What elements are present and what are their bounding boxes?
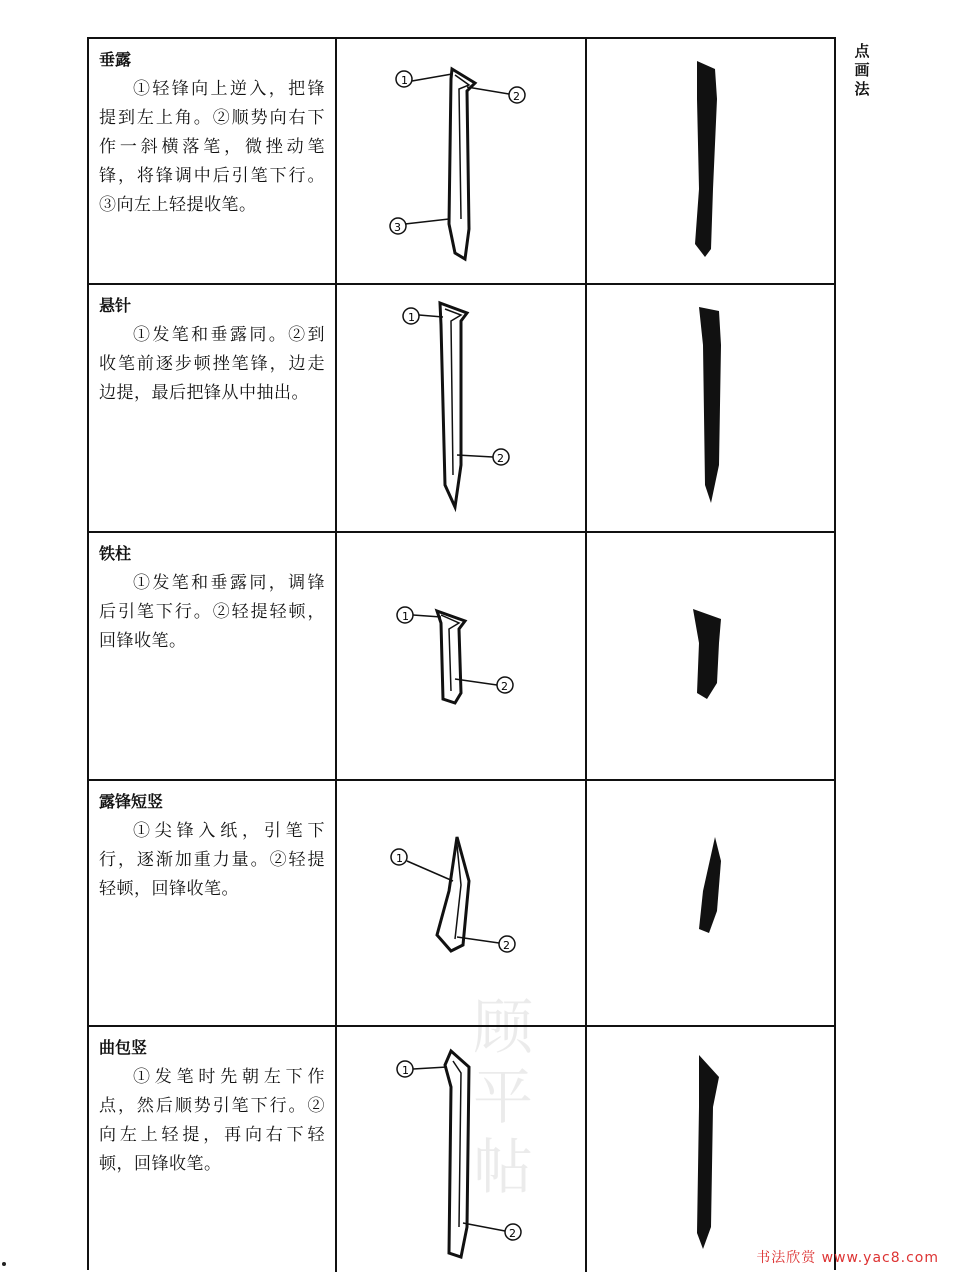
brush-stroke-sample	[587, 39, 834, 283]
marker-label: 1	[402, 610, 409, 623]
brush-sample-cell	[587, 1027, 834, 1272]
stroke-title: 曲包竖	[99, 1038, 148, 1057]
marker-label: 1	[401, 74, 408, 87]
brush-sample-cell	[587, 285, 834, 531]
side-label-char: 画	[854, 61, 870, 79]
marker-label: 2	[497, 452, 504, 465]
outline-diagram	[337, 533, 587, 779]
table-row	[89, 1027, 834, 1272]
outline-diagram-cell	[337, 285, 587, 531]
stroke-description: ①发笔和垂露同，调锋后引笔下行。②轻提轻顿，回锋收笔。	[99, 573, 325, 651]
site-watermark: 书法欣赏 www.yac8.com	[756, 1250, 939, 1266]
description-cell	[89, 39, 337, 283]
stroke-description: ①发笔时先朝左下作点，然后顺势引笔下行。②向左上轻提，再向右下轻顿，回锋收笔。	[99, 1067, 325, 1174]
marker-label: 2	[501, 680, 508, 693]
outline-diagram	[337, 1027, 587, 1272]
brush-sample-cell	[587, 533, 834, 779]
outline-diagram	[337, 39, 587, 283]
table-row	[89, 285, 834, 533]
side-label-char: 法	[854, 80, 870, 98]
table-row	[89, 781, 834, 1027]
watermark-seal: 顾平帖	[463, 995, 533, 1205]
description-cell	[89, 533, 337, 779]
brush-stroke-sample	[587, 533, 834, 779]
scan-speck	[2, 1262, 6, 1266]
table-row	[89, 39, 834, 285]
marker-label: 1	[396, 852, 403, 865]
marker-label: 2	[509, 1227, 516, 1240]
stroke-description: ①尖锋入纸，引笔下行，逐渐加重力量。②轻提轻顿，回锋收笔。	[99, 821, 325, 899]
outline-diagram	[337, 285, 587, 531]
brush-stroke-sample	[587, 781, 834, 1025]
stroke-title: 悬针	[99, 296, 132, 315]
marker-label: 1	[408, 311, 415, 324]
marker-label: 2	[513, 90, 520, 103]
stroke-description: ①轻锋向上逆入，把锋提到左上角。②顺势向右下作一斜横落笔，微挫动笔锋，将锋调中后引笔下行。③向左上轻提收笔。	[99, 79, 325, 215]
side-section-label	[853, 42, 871, 99]
stroke-title: 垂露	[99, 50, 132, 69]
description-cell	[89, 781, 337, 1025]
brush-stroke-sample	[587, 1027, 834, 1272]
brush-stroke-sample	[587, 285, 834, 531]
brush-sample-cell	[587, 39, 834, 283]
marker-label: 3	[394, 221, 401, 234]
stroke-title: 铁柱	[99, 544, 132, 563]
description-cell	[89, 1027, 337, 1272]
side-label-char: 点	[854, 42, 870, 60]
marker-label: 1	[402, 1064, 409, 1077]
table-row	[89, 533, 834, 781]
outline-diagram-cell	[337, 533, 587, 779]
stroke-table	[87, 37, 836, 1270]
outline-diagram-cell	[337, 781, 587, 1025]
stroke-description: ①发笔和垂露同。②到收笔前逐步顿挫笔锋，边走边提，最后把锋从中抽出。	[99, 325, 325, 403]
outline-diagram	[337, 781, 587, 1025]
description-cell	[89, 285, 337, 531]
outline-diagram-cell	[337, 39, 587, 283]
outline-diagram-cell	[337, 1027, 587, 1272]
brush-sample-cell	[587, 781, 834, 1025]
stroke-title: 露锋短竖	[99, 792, 164, 811]
marker-label: 2	[503, 939, 510, 952]
